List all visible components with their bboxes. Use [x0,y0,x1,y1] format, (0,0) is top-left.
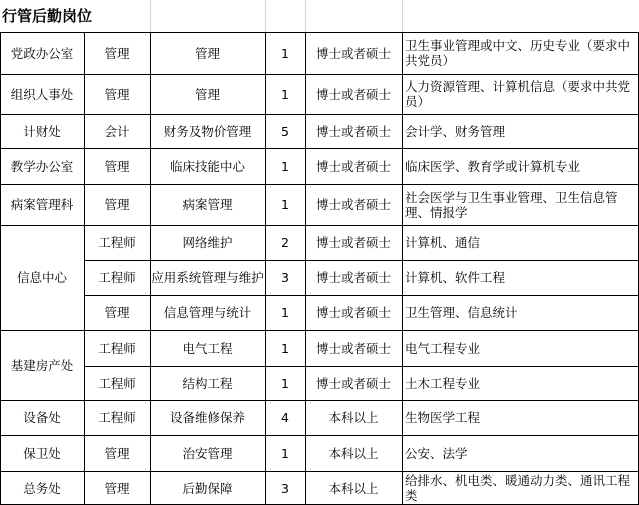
row-border [0,400,639,401]
major-cell: 给排水、机电类、暖通动力类、通讯工程类 [405,473,631,503]
major-cell: 卫生管理、信息统计 [405,305,518,320]
position-type-cell: 管理 [104,445,130,461]
position-type-cell: 管理 [104,158,130,174]
major-cell: 临床医学、教育学或计算机专业 [405,158,581,174]
position-type-cell: 管理 [104,45,130,61]
education-cell: 博士或者硕士 [315,158,391,174]
education-cell: 博士或者硕士 [315,45,391,61]
department-cell: 组织人事处 [10,86,74,102]
education-cell: 博士或者硕士 [315,197,391,212]
headcount-cell: 1 [281,197,289,212]
post-name-cell: 临床技能中心 [169,158,245,174]
major-cell: 土木工程专业 [405,375,481,391]
department-cell: 计财处 [23,123,61,139]
row-border [0,330,639,331]
headcount-cell: 1 [281,445,289,461]
headcount-cell: 4 [281,410,289,425]
headcount-cell: 1 [281,86,289,102]
education-cell: 本科以上 [328,445,379,461]
position-type-cell: 管理 [104,305,130,320]
major-cell: 会计学、财务管理 [405,123,506,139]
post-name-cell: 后勤保障 [182,480,233,496]
position-type-cell: 工程师 [98,235,136,250]
education-cell: 博士或者硕士 [315,340,391,356]
row-border [0,114,639,115]
department-cell: 保卫处 [23,445,61,461]
headcount-cell: 1 [281,340,289,356]
post-name-cell: 病案管理 [182,197,233,212]
post-name-cell: 治安管理 [182,445,233,461]
headcount-cell: 1 [281,158,289,174]
row-border [84,366,639,367]
post-name-cell: 结构工程 [182,375,233,391]
department-cell: 党政办公室 [10,45,74,61]
major-cell: 计算机、通信 [405,235,481,250]
post-name-cell: 应用系统管理与维护 [151,270,264,285]
education-cell: 博士或者硕士 [315,86,391,102]
row-border [0,225,639,226]
headcount-cell: 3 [281,270,289,285]
header-gridline [305,0,306,32]
major-cell: 卫生事业管理或中文、历史专业（要求中共党员） [405,38,631,68]
post-name-cell: 管理 [194,45,220,61]
header-gridline [265,0,266,32]
headcount-cell: 2 [281,235,289,250]
position-type-cell: 管理 [104,480,130,496]
post-name-cell: 信息管理与统计 [163,305,252,320]
major-cell: 社会医学与卫生事业管理、卫生信息管理、情报学 [405,189,618,220]
department-cell: 设备处 [23,410,61,425]
position-type-cell: 工程师 [98,340,136,356]
position-type-cell: 工程师 [98,270,136,285]
headcount-cell: 1 [281,305,289,320]
header-gridline [150,0,151,32]
row-border [84,295,639,296]
education-cell: 博士或者硕士 [315,235,391,250]
position-type-cell: 工程师 [98,375,136,391]
row-border [0,435,639,436]
major-cell: 计算机、软件工程 [405,270,506,285]
table-title: 行管后勤岗位 [2,6,93,25]
position-type-cell: 工程师 [98,410,136,425]
position-type-cell: 会计 [104,123,130,139]
major-cell: 电气工程专业 [405,340,481,356]
education-cell: 博士或者硕士 [315,270,391,285]
department-cell: 信息中心 [16,270,67,285]
header-gridline [402,0,403,32]
major-cell: 人力资源管理、计算机信息（要求中共党员） [405,79,631,109]
education-cell: 博士或者硕士 [315,305,391,320]
post-name-cell: 财务及物价管理 [163,123,252,139]
education-cell: 博士或者硕士 [315,375,391,391]
education-cell: 博士或者硕士 [315,123,391,139]
row-border [0,184,639,185]
row-border [84,260,639,261]
department-cell: 教学办公室 [10,158,74,174]
position-type-cell: 管理 [104,197,130,212]
post-name-cell: 网络维护 [182,235,233,250]
row-border [0,32,639,33]
post-name-cell: 管理 [194,86,220,102]
headcount-cell: 5 [281,123,289,139]
post-name-cell: 电气工程 [182,340,233,356]
department-cell: 基建房产处 [10,357,74,373]
row-border [0,471,639,472]
headcount-cell: 1 [281,375,289,391]
major-cell: 公安、法学 [405,445,468,461]
major-cell: 生物医学工程 [405,410,481,425]
post-name-cell: 设备维修保养 [169,410,245,425]
row-border [0,148,639,149]
position-type-cell: 管理 [104,86,130,102]
headcount-cell: 1 [281,45,289,61]
row-border [0,74,639,75]
headcount-cell: 3 [281,480,289,496]
education-cell: 本科以上 [328,410,379,425]
education-cell: 本科以上 [328,480,379,496]
department-cell: 病案管理科 [10,197,74,212]
department-cell: 总务处 [23,480,61,496]
